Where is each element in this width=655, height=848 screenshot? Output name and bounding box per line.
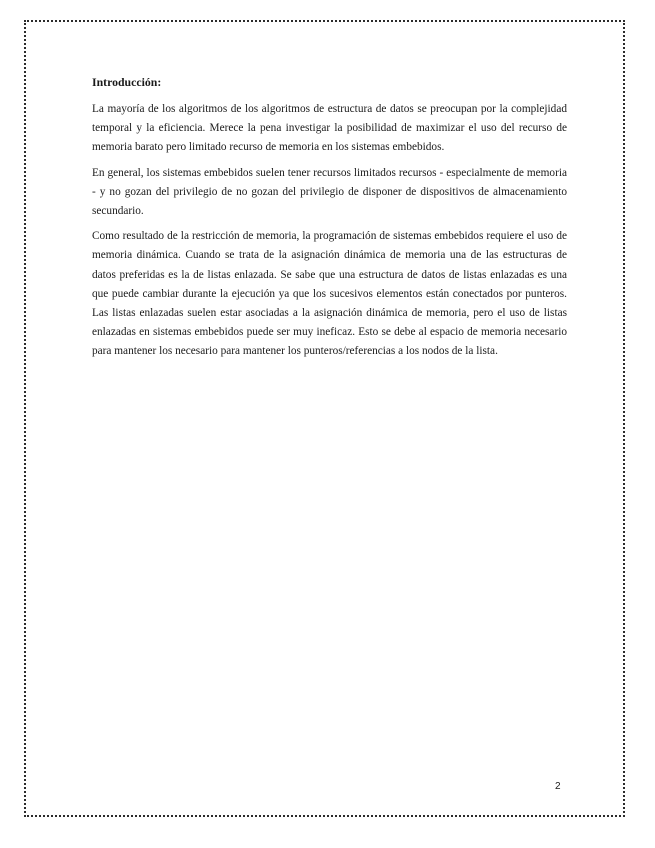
page-content [92,74,567,368]
paragraph-3: Como resultado de la restricción de memoria, la programación de sistemas embebidos requiere el uso de memoria dinámica. Cuando se trata de la asignación dinámica de memoria una de las estructuras de datos preferidas es la de listas enlazada. Se sabe que una estructura de datos de listas enlazadas es una que puede cambiar durante la ejecución ya que los sucesivos elementos están conectados por punteros. Las listas enlazadas suelen estar asociadas a la asignación dinámica de memoria, pero el uso de listas enlazadas en sistemas embebidos puede ser muy ineficaz. Esto se debe al espacio de memoria necesario para mantener los necesario para mantener los punteros/referencias a los nodos de la lista. [92,230,567,358]
paragraph-1: La mayoría de los algoritmos de los algoritmos de estructura de datos se preocupan por la complejidad temporal y la eficiencia. Merece la pena investigar la posibilidad de maximizar el uso del recurso de memoria barato pero limitado recurso de memoria en los sistemas embebidos. [92,103,567,154]
paragraph-2: En general, los sistemas embebidos suelen tener recursos limitados recursos - especialmente de memoria - y no gozan del privilegio de no gozan del privilegio de disponer de dispositivos de almacenamiento secundario. [92,166,567,218]
page-number: 2 [555,781,561,792]
section-heading: Introducción: [92,75,162,89]
